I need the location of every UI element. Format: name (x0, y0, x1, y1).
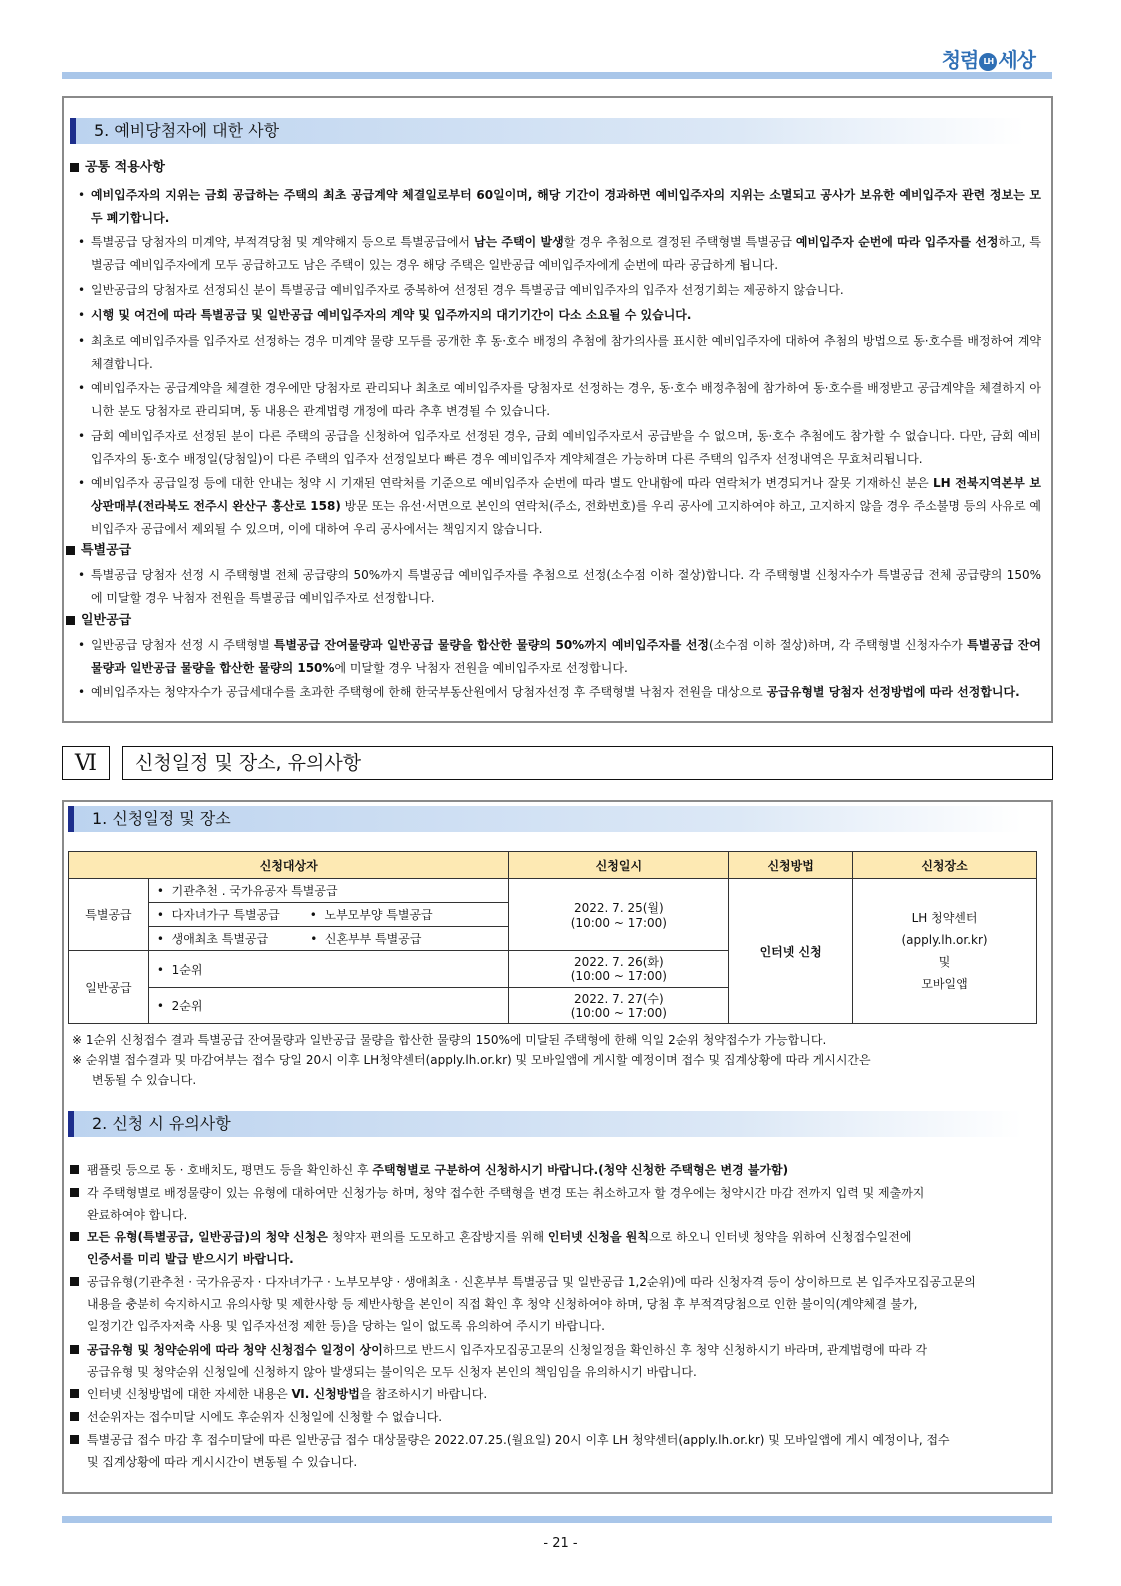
chapter-number: Ⅵ (62, 746, 110, 780)
col-header: 신청대상자 (69, 852, 509, 879)
list-item: 모든 유형(특별공급, 일반공급)의 청약 신청은 청약자 편의를 도모하고 혼잡방지를 위해 인터넷 신청을 원칙으로 하오니 인터넷 청약을 위하여 신청접수일전에 인증서를 미리 발급 받으시기 바랍니다. (70, 1226, 1037, 1270)
general2-date-cell: 2022. 7. 27(수) (10:00 ~ 17:00) (509, 988, 729, 1024)
common-subheading: 공통 적용사항 (70, 156, 165, 175)
special-date-cell: 2022. 7. 25(월) (10:00 ~ 17:00) (509, 879, 729, 951)
list-item: • 최초로 예비입주자를 입주자로 선정하는 경우 미계약 물량 모두를 공개한 후 동·호수 배정의 추첨에 참가의사를 표시한 예비입주자에 대하여 추첨의 방법으로 동·호수를 배정하여 계약 체결합니다. (78, 334, 1041, 371)
list-item: 각 주택형별로 배정물량이 있는 유형에 대하여만 신청가능 하며, 청약 접수한 주택형을 변경 또는 취소하고자 할 경우에는 청약시간 마감 전까지 입력 및 제출까지 완료하여야 합니다. (70, 1182, 1037, 1226)
list-item: 선순위자는 접수미달 시에도 후순위자 신청일에 신청할 수 없습니다. (70, 1406, 1037, 1428)
list-item: 팸플릿 등으로 동 · 호배치도, 평면도 등을 확인하신 후 주택형별로 구분하여 신청하시기 바랍니다.(청약 신청한 주택형은 변경 불가함) (70, 1159, 1037, 1181)
method-cell: 인터넷 신청 (729, 879, 853, 1024)
footer-rule (62, 1516, 1052, 1523)
note: 변동될 수 있습니다. (92, 1073, 197, 1087)
list-item: • 일반공급 당첨자 선정 시 주택형별 특별공급 잔여물량과 일반공급 물량을 합산한 물량의 50%까지 예비입주자를 선정(소수점 이하 절상)하며, 각 주택형별 신청자수가 특별공급 잔여물량과 일반공급 물량을 합산한 물량의 150%에 미달할 경우 낙첨자 전원을 예비입주자로 선정합니다. (78, 638, 1041, 675)
col-header: 신청장소 (853, 852, 1037, 879)
list-item: • 예비입주자는 청약자수가 공급세대수를 초과한 주택형에 한해 한국부동산원에서 당첨자선정 후 주택형별 낙첨자 전원을 대상으로 공급유형별 당첨자 선정방법에 따라 선정합니다. (78, 685, 1020, 699)
list-item: • 시행 및 여건에 따라 특별공급 및 일반공급 예비입주자의 계약 및 입주까지의 대기기간이 다소 소요될 수 있습니다. (78, 308, 692, 322)
list-item: • 예비입주자의 지위는 금회 공급하는 주택의 최초 공급계약 체결일로부터 60일이며, 해당 기간이 경과하면 예비입주자의 지위는 소멸되고 공사가 보유한 예비입주자 관련 정보는 모두 폐기합니다. (78, 188, 1041, 225)
page-number: - 21 - (543, 1536, 578, 1551)
general1-date-cell: 2022. 7. 26(화) (10:00 ~ 17:00) (509, 951, 729, 988)
list-item: 특별공급 접수 마감 후 접수미달에 따른 일반공급 접수 대상물량은 2022.07.25.(월요일) 20시 이후 LH 청약센터(apply.lh.or.kr) 및 모바일앱에 게시 예정이나, 접수 및 집계상황에 따라 게시시간이 변동될 수 있습니다. (70, 1429, 1037, 1473)
list-item: 인터넷 신청방법에 대한 자세한 내용은 Ⅵ. 신청방법을 참조하시기 바랍니다. (70, 1383, 1037, 1405)
section5-heading: 5. 예비당첨자에 대한 사항 (70, 118, 1024, 144)
chapter-title: 신청일정 및 장소, 유의사항 (122, 746, 1053, 780)
header-rule (62, 72, 1052, 79)
schedule-table (68, 851, 1037, 1024)
sec1-heading: 1. 신청일정 및 장소 (68, 806, 1022, 832)
list-item: • 예비입주자는 공급계약을 체결한 경우에만 당첨자로 관리되나 최초로 예비입주자를 당첨자로 선정하는 경우, 동·호수 배정추첨에 참가하여 동·호수를 배정받고 공급계약을 체결하지 아니한 분도 당첨자로 관리되며, 동 내용은 관계법령 개정에 따라 추후 변경될 수 있습니다. (78, 381, 1041, 418)
note: ※ 1순위 신청접수 결과 특별공급 잔여물량과 일반공급 물량을 합산한 물량의 150%에 미달된 주택형에 한해 익일 2순위 청약접수가 가능합니다. (72, 1033, 827, 1047)
note: ※ 순위별 접수결과 및 마감여부는 접수 당일 20시 이후 LH청약센터(apply.lh.or.kr) 및 모바일앱에 게시할 예정이며 접수 및 집계상황에 따라 게시시간은 (72, 1053, 871, 1067)
list-item: 공급유형(기관추천 · 국가유공자 · 다자녀가구 · 노부모부양 · 생애최초 · 신혼부부 특별공급 및 일반공급 1,2순위)에 따라 신청자격 등이 상이하므로 본 입주자모집공고문의 내용을 충분히 숙지하시고 유의사항 및 제한사항 등 제반사항을 본인이 직접 확인 후 청약 신청하여야 하며, 당첨 후 부적격당첨으로 인한 불이익(계약체결 불가, 일정기간 입주자저축 사용 및 입주자선정 제한 등)을 당하는 일이 없도록 유의하여 주시기 바랍니다. (70, 1271, 1037, 1337)
col-header: 신청일시 (509, 852, 729, 879)
table-cell: • 2순위 (148, 988, 509, 1024)
list-item: • 금회 예비입주자로 선정된 분이 다른 주택의 공급을 신청하여 입주자로 선정된 경우, 금회 예비입주자로서 공급받을 수 없으며, 동·호수 추첨에도 참가할 수 없습니다. 다만, 금회 예비입주자의 동·호수 배정일(당첨일)이 다른 주택의 입주자 선정일보다 빠른 경우 예비입주자 계약체결은 가능하며 다른 주택의 입주자 선정내역은 무효처리됩니다. (78, 429, 1041, 466)
list-item: • 일반공급의 당첨자로 선정되신 분이 특별공급 예비입주자로 중복하여 선정된 경우 특별공급 예비입주자의 입주자 선정기회는 제공하지 않습니다. (78, 283, 844, 297)
chapter-heading (62, 746, 1053, 782)
row-label-special: 특별공급 (69, 879, 149, 951)
row-label-general: 일반공급 (69, 951, 149, 1024)
list-item: • 특별공급 당첨자의 미계약, 부적격당첨 및 계약해지 등으로 특별공급에서 남는 주택이 발생할 경우 추첨으로 결정된 주택형별 특별공급 예비입주자 순번에 따라 입주자를 선정하고, 특별공급 예비입주자에게 모두 공급하고도 남은 주택이 있는 경우 해당 주택은 일반공급 예비입주자에게 순번에 따라 공급하게 됩니다. (78, 235, 1041, 272)
general-subheading: 일반공급 (66, 609, 131, 628)
table-cell: • 생애최초 특별공급 • 신혼부부 특별공급 (148, 927, 509, 951)
list-item: • 특별공급 당첨자 선정 시 주택형별 전체 공급량의 50%까지 특별공급 예비입주자를 추첨으로 선정(소수점 이하 절상)합니다. 각 주택형별 신청자수가 특별공급 전체 공급량의 150%에 미달할 경우 낙첨자 전원을 특별공급 예비입주자로 선정합니다. (78, 568, 1041, 605)
table-cell: • 다자녀가구 특별공급 • 노부모부양 특별공급 (148, 903, 509, 927)
table-cell: • 1순위 (148, 951, 509, 988)
table-cell: • 기관추천 . 국가유공자 특별공급 (148, 879, 509, 903)
list-item: • 예비입주자 공급일정 등에 대한 안내는 청약 시 기재된 연락처를 기준으로 예비입주자 순번에 따라 별도 안내함에 따라 연락처가 변경되거나 잘못 기재하신 분은 LH 전북지역본부 보상판매부(전라북도 전주시 완산구 홍산로 158) 방문 또는 유선·서면으로 본인의 연락처(주소, 전화번호)를 우리 공사에 고지하여야 하고, 고지하지 않을 경우 주소불명 등의 사유로 예비입주자 공급에서 제외될 수 있으며, 이에 대하여 우리 공사에서는 책임지지 않습니다. (78, 476, 1041, 536)
list-item: 공급유형 및 청약순위에 따라 청약 신청접수 일정이 상이하므로 반드시 입주자모집공고문의 신청일정을 확인하신 후 청약 신청하시기 바라며, 관계법령에 따라 각 공급유형 및 청약순위 신청일에 신청하지 않아 발생되는 불이익은 모두 신청자 본인의 책임임을 유의하시기 바랍니다. (70, 1339, 1037, 1383)
place-cell: LH 청약센터 (apply.lh.or.kr) 및 모바일앱 (853, 879, 1037, 1024)
brand-logo: 청렴 LH 세상 (941, 48, 1035, 72)
col-header: 신청방법 (729, 852, 853, 879)
section5-box (62, 96, 1053, 723)
sec2-heading: 2. 신청 시 유의사항 (68, 1111, 1022, 1137)
special-subheading: 특별공급 (66, 539, 131, 558)
